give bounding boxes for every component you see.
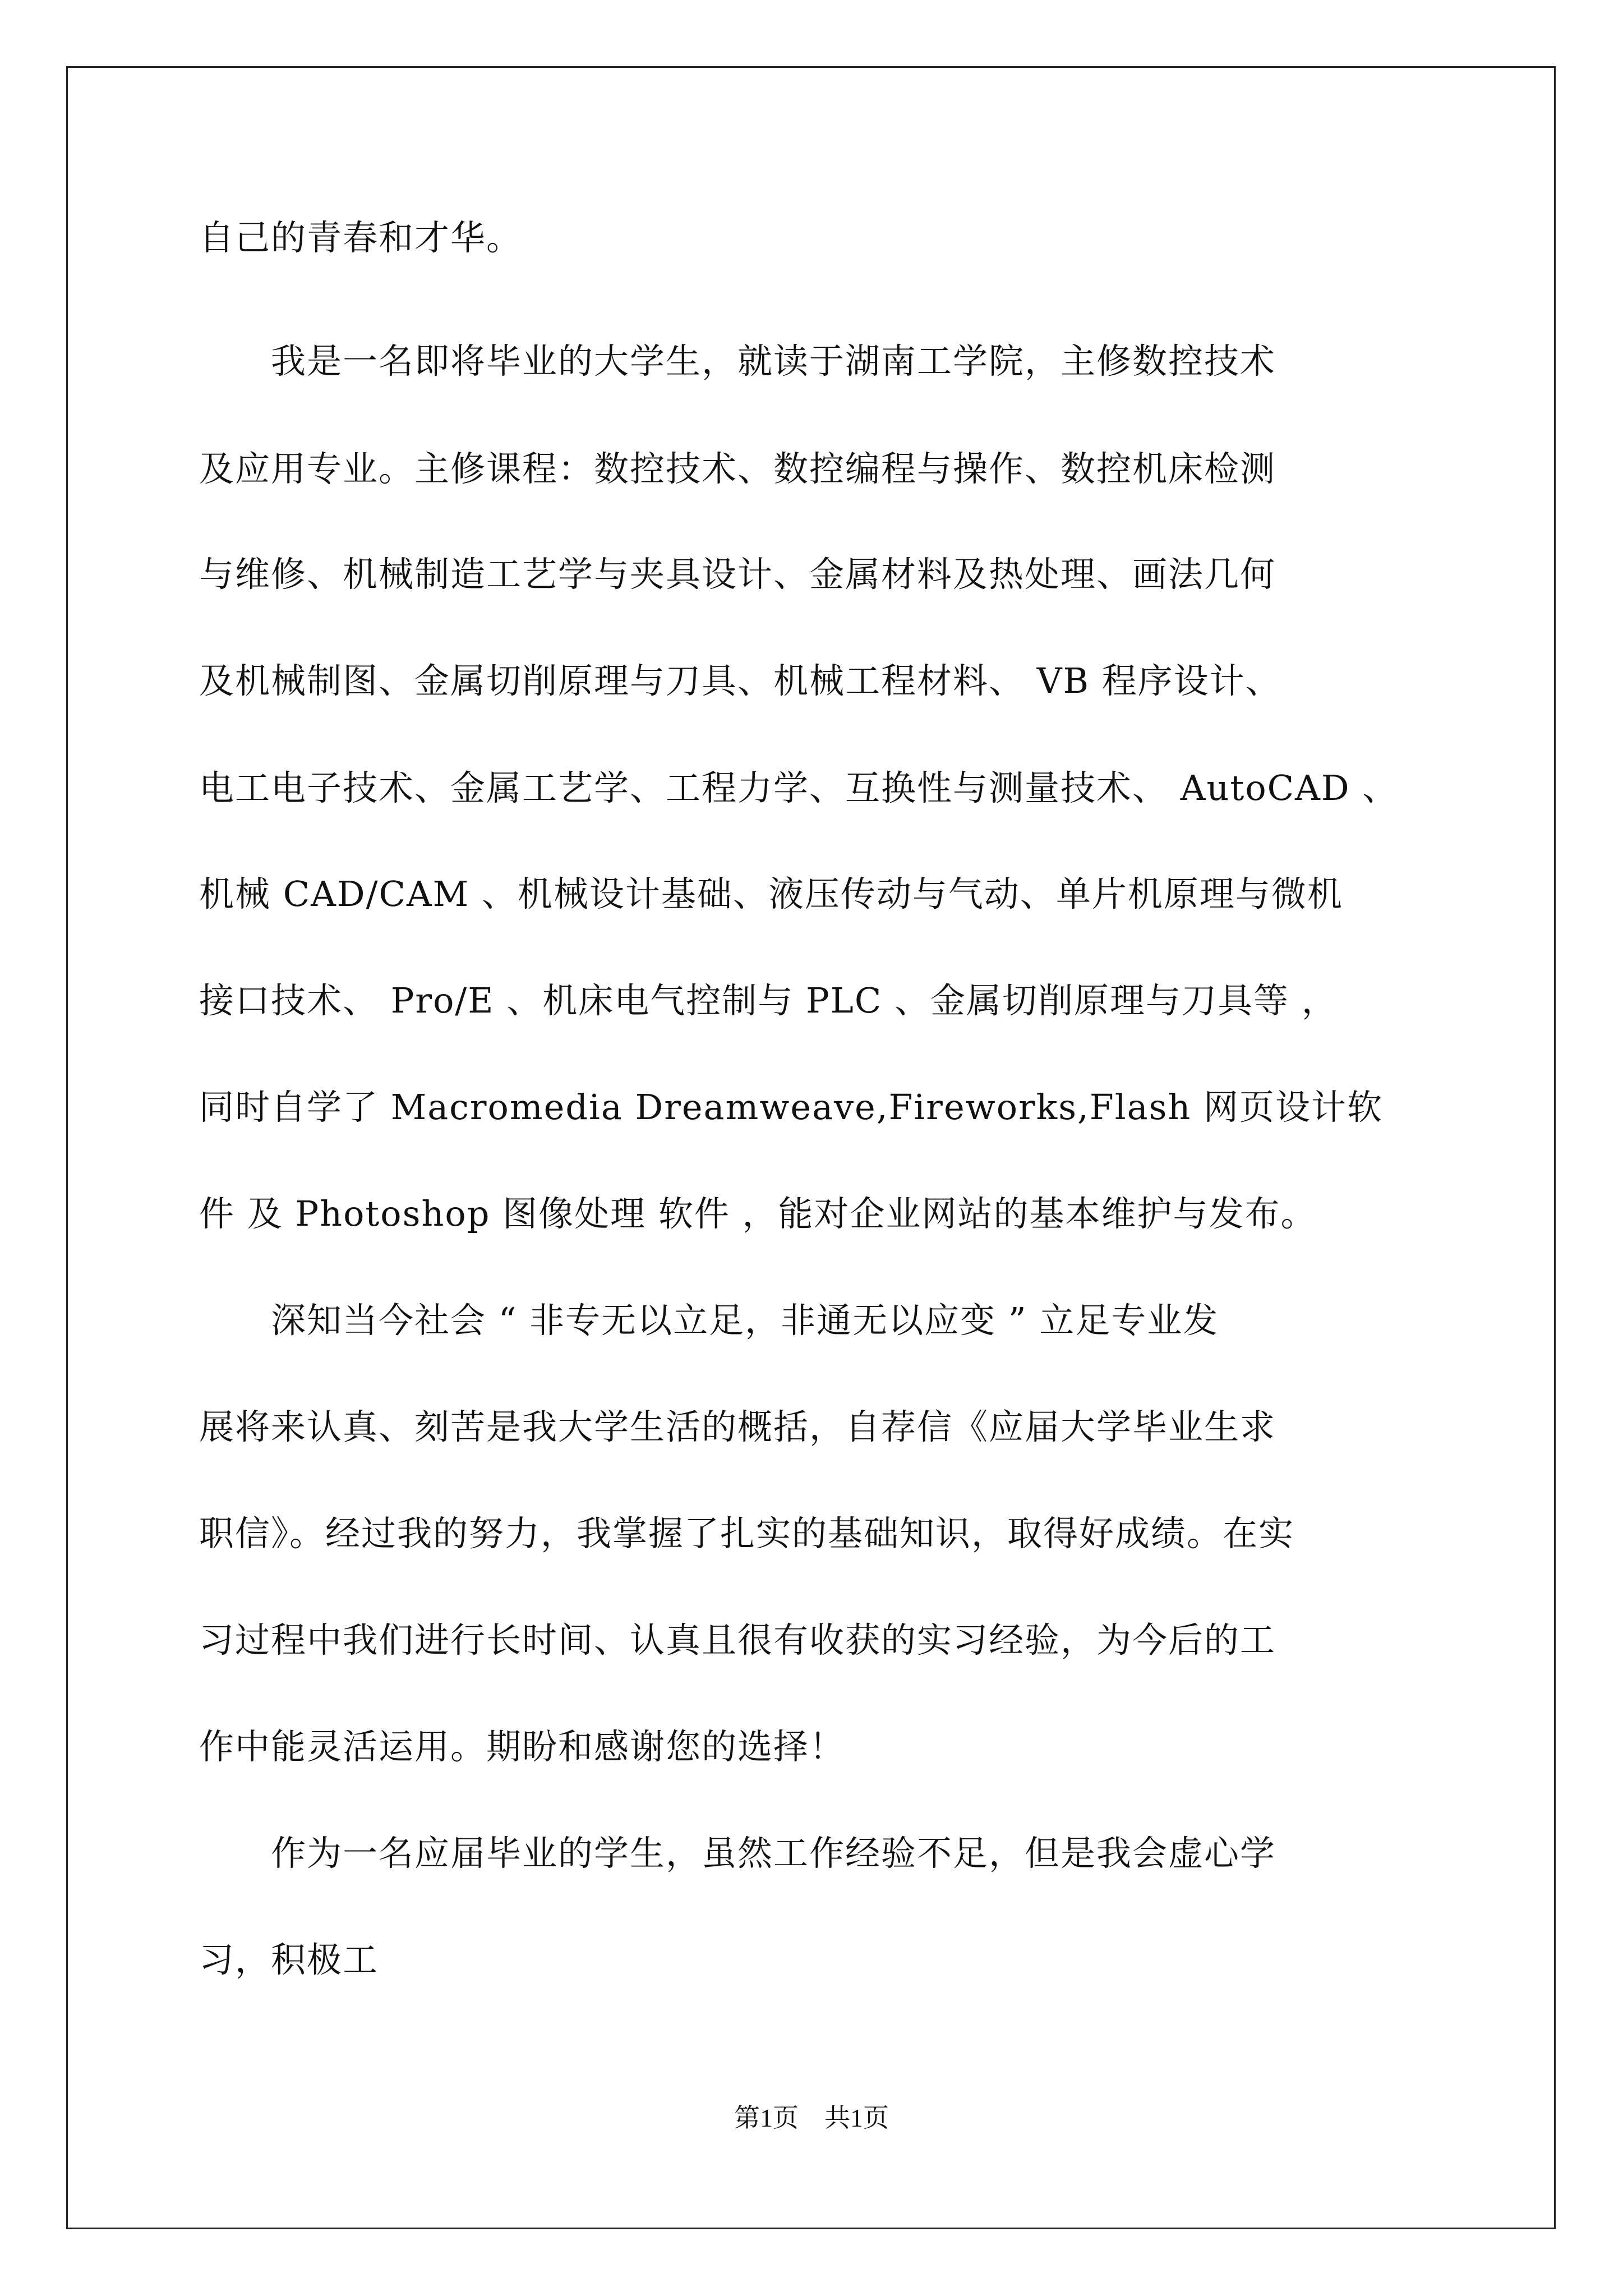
page-footer: [0, 2101, 1623, 2135]
text-line: 机械 CAD/CAM 、机械设计基础、液压传动与气动、单片机原理与微机: [199, 873, 1343, 914]
text-line: 我是一名即将毕业的大学生，就读于湖南工学院，主修数控技术: [199, 341, 1276, 381]
text-line: 习过程中我们进行长时间、认真且很有收获的实习经验，为今后的工: [199, 1619, 1276, 1660]
text-line: 深知当今社会 “ 非专无以立足，非通无以应变 ” 立足专业发: [199, 1300, 1219, 1341]
text-line: 展将来认真、刻苦是我大学生活的概括，自荐信《应届大学毕业生求: [199, 1406, 1276, 1447]
text-line: 件 及 Photoshop 图像处理 软件 ，能对企业网站的基本维护与发布。: [199, 1193, 1317, 1234]
text-line: 及应用专业。主修课程：数控技术、数控编程与操作、数控机床检测: [199, 448, 1276, 489]
text-line: 作中能灵活运用。期盼和感谢您的选择！: [199, 1726, 846, 1767]
text-line: 电工电子技术、金属工艺学、工程力学、互换性与测量技术、 AutoCAD 、: [199, 767, 1399, 808]
text-line: 习，积极工: [199, 1939, 379, 1980]
text-line: 作为一名应届毕业的学生，虽然工作经验不足，但是我会虚心学: [199, 1833, 1276, 1874]
text-line: 及机械制图、金属切削原理与刀具、机械工程材料、 VB 程序设计、: [199, 660, 1281, 701]
text-line: 自己的青春和才华。: [199, 217, 523, 258]
text-line: 同时自学了 Macromedia Dreamweave,Fireworks,Flash 网页设计软: [199, 1087, 1384, 1128]
page-total: 共1页: [824, 2104, 889, 2132]
page-border: [66, 66, 1556, 2229]
page-number: 第1页: [734, 2104, 799, 2132]
text-line: 与维修、机械制造工艺学与夹具设计、金属材料及热处理、画法几何: [199, 554, 1276, 595]
text-line: 接口技术、 Pro/E 、机床电气控制与 PLC 、金属切削原理与刀具等 ，: [199, 980, 1338, 1021]
text-line: 职信》。经过我的努力，我掌握了扎实的基础知识，取得好成绩。在实: [199, 1513, 1295, 1554]
